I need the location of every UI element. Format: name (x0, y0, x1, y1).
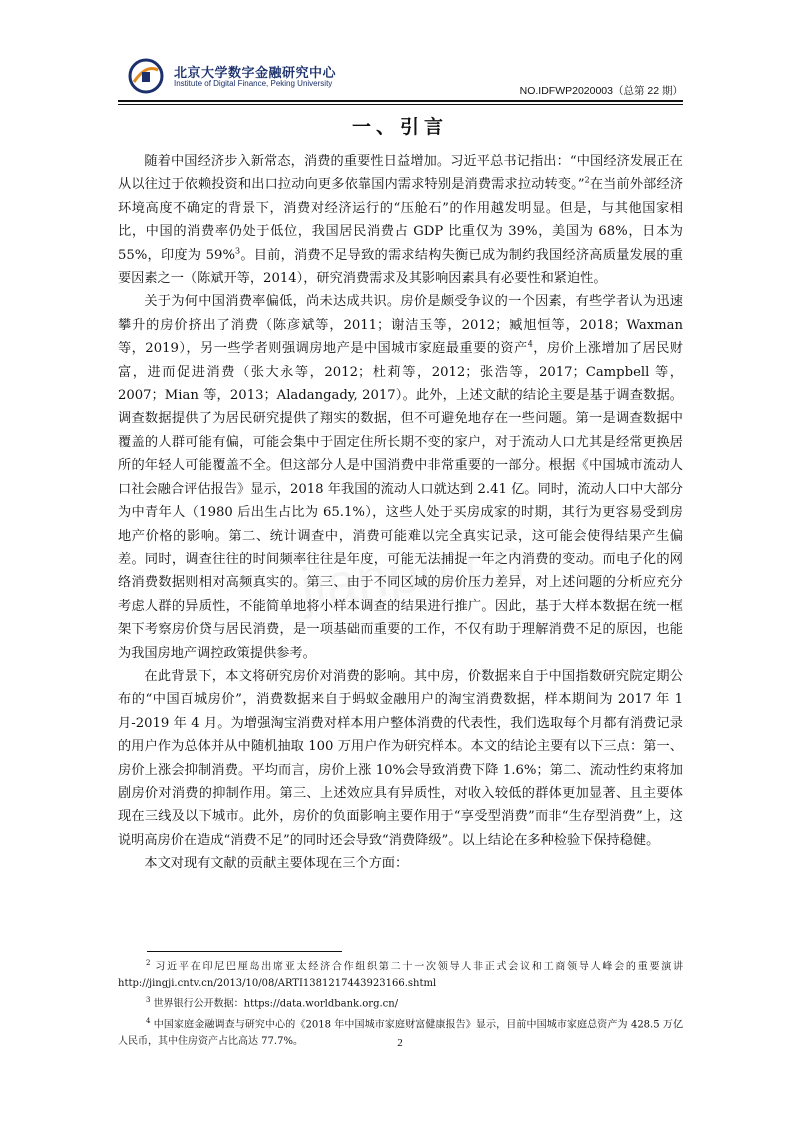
footnote-ref-4[interactable]: 4 (527, 339, 533, 349)
pku-idf-logo-icon (128, 58, 164, 94)
document-number: NO.IDFWP2020003（总第 22 期） (519, 85, 683, 97)
header-rule-thin (118, 104, 683, 105)
org-name-en: Institute of Digital Finance, Peking University (174, 79, 333, 88)
org-name-cn: 北京大学数字金融研究中心 (174, 66, 337, 81)
footnote-3: $^3$ 世界银行公开数据：https://data.worldbank.org.cn/ (146, 996, 399, 1010)
footnote-ref-2[interactable]: 2 (584, 176, 590, 186)
paragraph-1: 随着中国经济步入新常态，消费的重要性日益增加。习近平总书记指出：“中国经济发展正在从以往过于依赖投资和出口拉动向更多依靠国内需求特别是消费需求拉动转变。”$^2$在当前外部经济环境高度不确定的背景下，消费对经济运行的“压舱石”的作用越发明显。但是，与其他国家相比，中国的消费率仍处于低位，我国居民消费占 GDP 比重仅为 39%，美国为 68%，日本为 55%，印度为 59%$^3$。目前，消费不足导致的需求结构失衡已成为制约我国经济高质量发展的重要因素之一（陈斌开等，2014），研究消费需求及其影响因素具有必要性和紧迫性。 (118, 154, 684, 287)
header-rule-thick (118, 100, 683, 102)
body-text (118, 150, 683, 876)
footnote-2: $^2$ 习近平在印尼巴厘岛出席亚太经济合作组织第二十一次领导人非正式会议和工商领导人峰会的重要演讲 http://jingji.cntv.cn/2013/10/08/ARTI1381217443923166.shtml (118, 959, 683, 989)
page-header (118, 50, 683, 102)
paragraph-2: 关于为何中国消费率偏低，尚未达成共识。房价是颇受争议的一个因素，有些学者认为迅速攀升的房价挤出了消费（陈彦斌等，2011；谢洁玉等，2012；臧旭恒等，2018；Waxman 等，2019），另一些学者则强调房地产是中国城市家庭最重要的资产$^4$，房价上涨增加了居民财富，进而促进消费（张大永等，2012；杜莉等，2012；张浩等，2017；Campbell 等，2007；Mian 等，2013；Aladangady, 2017）。此外，上述文献的结论主要是基于调查数据。调查数据提供了为居民研究提供了翔实的数据，但不可避免地存在一些问题。第一是调查数据中覆盖的人群可能有偏，可能会集中于固定住所长期不变的家户，对于流动人口尤其是经常更换居所的年轻人可能覆盖不全。但这部分人是中国消费中非常重要的一部分。根据《中国城市流动人口社会融合评估报告》显示，2018 年我国的流动人口就达到 2.41 亿。同时，流动人口中大部分为中青年人（1980 后出生占比为 65.1%），这些人处于买房成家的时期，其行为更容易受到房地产价格的影响。第二、统计调查中，消费可能难以完全真实记录，这可能会使得结果产生偏差。同时，调查往往的时间频率往往是年度，可能无法捕捉一年之内消费的变动。而电子化的网络消费数据则相对高频真实的。第三、由于不同区域的房价压力差异，对上述问题的分析应充分考虑人群的异质性，不能简单地将小样本调查的结果进行推广。因此，基于大样本数据在统一框架下考察房价贷与居民消费，是一项基础而重要的工作，不仅有助于理解消费不足的原因，也能为我国房地产调控政策提供参考。 (118, 294, 683, 661)
section-title: 一、引言 (351, 116, 448, 138)
footnote-separator (147, 951, 342, 952)
page-number: 2 (397, 1037, 403, 1049)
paragraph-3: 在此背景下，本文将研究房价对消费的影响。其中房，价数据来自于中国指数研究院定期公布的“中国百城房价”，消费数据来自于蚂蚁金融用户的淘宝消费数据，样本期间为 2017 年 1 月-2019 年 4 月。为增强淘宝消费对样本用户整体消费的代表性，我们选取每个月都有消费记录的用户作为总体并从中随机抽取 100 万用户作为研究样本。本文的结论主要有以下三点：第一、房价上涨会抑制消费。平均而言，房价上涨 10%会导致消费下降 1.6%；第二、流动性约束将加剧房价对消费的抑制作用。第三、上述效应具有异质性，对收入较低的群体更加显著、且主要体现在三线及以下城市。此外，房价的负面影响主要作用于“享受型消费”而非“生存型消费”上，这说明高房价在造成“消费不足”的同时还会导致“消费降级”。以上结论在多种检验下保持稳健。 (118, 668, 683, 848)
paragraph-4: 本文对现有文献的贡献主要体现在三个方面： (144, 856, 409, 872)
footnote-4: $^4$ 中国家庭金融调查与研究中心的《2018 年中国城市家庭财富健康报告》显示，目前中国城市家庭总资产为 428.5 万亿人民币，其中住房资产占比高达 77.7%。 (118, 1017, 683, 1047)
footnote-ref-3[interactable]: 3 (234, 246, 241, 256)
